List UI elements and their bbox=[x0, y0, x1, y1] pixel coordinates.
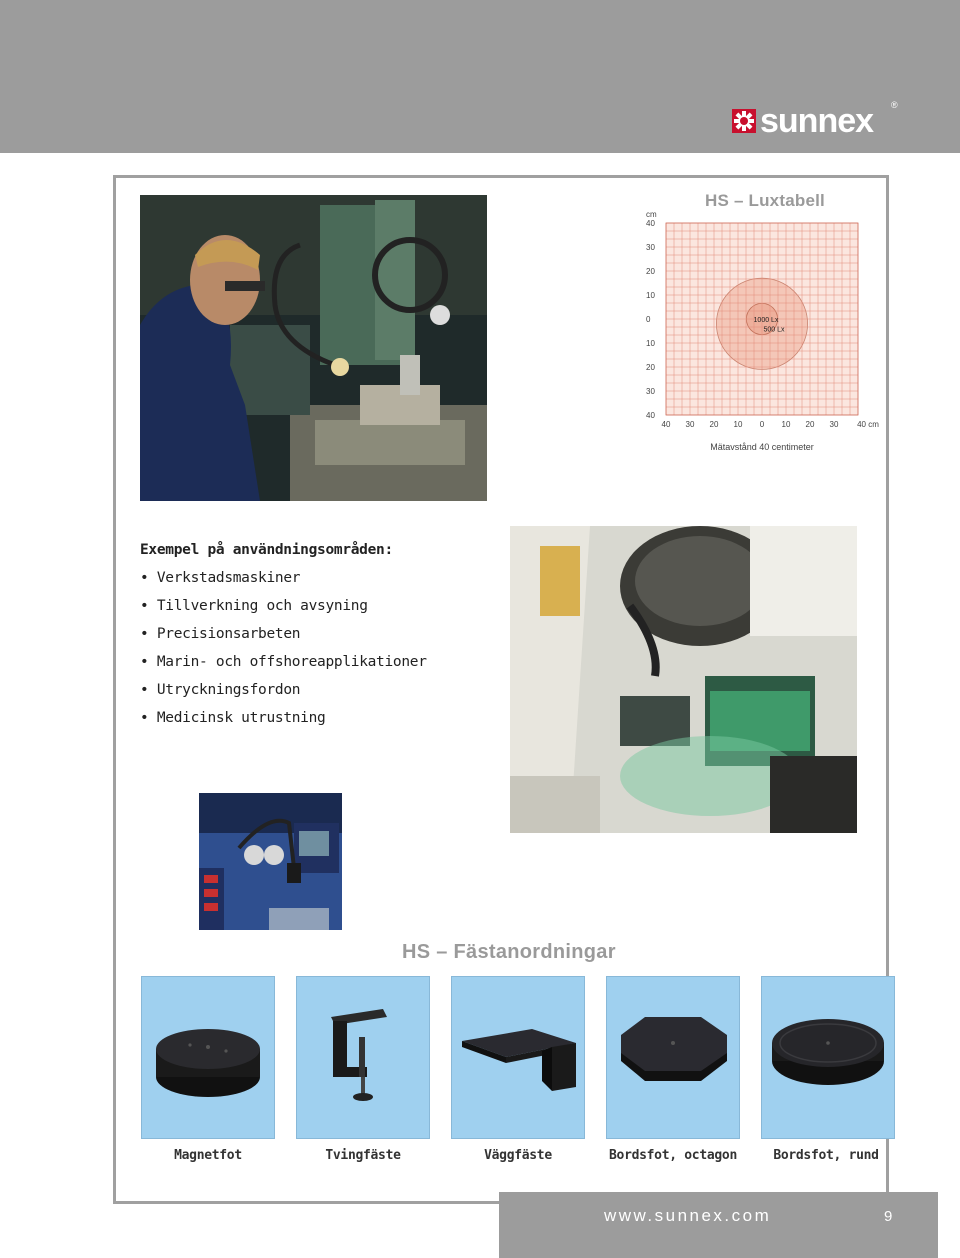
sunnex-logo bbox=[732, 100, 898, 140]
clamp-mount-icon bbox=[297, 977, 429, 1138]
y-tick-label: 20 bbox=[646, 267, 655, 276]
y-tick-label: 40 bbox=[646, 411, 655, 420]
registered-mark: ® bbox=[891, 100, 898, 110]
round-base-icon bbox=[762, 977, 894, 1138]
usage-item: • Precisionsarbeten bbox=[140, 626, 301, 642]
x-tick-label: 30 bbox=[829, 420, 839, 429]
mount-label: Bordsfot, rund bbox=[773, 1148, 879, 1163]
usage-item: • Medicinsk utrustning bbox=[140, 710, 326, 726]
y-tick-label: 10 bbox=[646, 291, 655, 300]
workshop-photo bbox=[140, 195, 487, 501]
y-tick-label: 0 bbox=[646, 315, 651, 324]
y-tick-label: 30 bbox=[646, 387, 655, 396]
mount-label: Väggfäste bbox=[484, 1148, 552, 1163]
zone-label-1000: 1000 Lx bbox=[753, 317, 779, 324]
x-tick-label: 20 bbox=[709, 420, 719, 429]
x-tick-label: 40 cm bbox=[857, 420, 879, 429]
mount-tile-bordsfot-rund bbox=[761, 976, 895, 1139]
mount-tile-tvingfaste bbox=[296, 976, 430, 1139]
usage-item: • Utryckningsfordon bbox=[140, 682, 301, 698]
marine-console-photo bbox=[199, 793, 342, 930]
sunnex-logo-icon bbox=[732, 109, 756, 133]
mount-label: Tvingfäste bbox=[325, 1148, 401, 1163]
logo-wordmark: sunnex bbox=[760, 102, 874, 140]
usage-list bbox=[140, 542, 427, 738]
mount-label: Magnetfot bbox=[174, 1148, 242, 1163]
mount-tile-bordsfot-octagon bbox=[606, 976, 740, 1139]
page-header bbox=[0, 0, 960, 153]
usage-item: • Verkstadsmaskiner bbox=[140, 570, 301, 586]
chart-title: HS – Luxtabell bbox=[705, 191, 825, 210]
y-tick-label: 40 bbox=[646, 219, 655, 228]
x-tick-label: 30 bbox=[685, 420, 695, 429]
chart-xlabel: Mätavstånd 40 centimeter bbox=[710, 442, 814, 452]
x-tick-label: 10 bbox=[733, 420, 743, 429]
wall-bracket-icon bbox=[452, 977, 584, 1138]
usage-item: • Marin- och offshoreapplikationer bbox=[140, 654, 427, 670]
website-link[interactable]: www.sunnex.com bbox=[604, 1206, 772, 1225]
x-tick-label: 0 bbox=[759, 420, 765, 429]
lux-chart-svg bbox=[630, 190, 890, 465]
y-tick-label: 30 bbox=[646, 243, 655, 252]
usage-heading: Exempel på användningsområden: bbox=[140, 542, 393, 558]
x-tick-label: 40 bbox=[661, 420, 671, 429]
x-tick-label: 10 bbox=[781, 420, 791, 429]
y-tick-label: 20 bbox=[646, 363, 655, 372]
mount-label: Bordsfot, octagon bbox=[609, 1148, 737, 1163]
mount-tile-magnetfot bbox=[141, 976, 275, 1139]
lux-chart bbox=[630, 190, 890, 465]
magnetic-base-icon bbox=[142, 977, 274, 1138]
mount-tile-vaggfaste bbox=[451, 976, 585, 1139]
x-tick-label: 20 bbox=[805, 420, 815, 429]
y-tick-label: 10 bbox=[646, 339, 655, 348]
mounts-title: HS – Fästanordningar bbox=[402, 941, 616, 963]
zone-label-500: 500 Lx bbox=[763, 326, 785, 334]
y-unit-label: cm bbox=[646, 210, 657, 219]
usage-item: • Tillverkning och avsyning bbox=[140, 598, 368, 614]
octagon-base-icon bbox=[607, 977, 739, 1138]
vehicle-interior-photo bbox=[510, 526, 857, 833]
page-number: 9 bbox=[884, 1208, 893, 1225]
